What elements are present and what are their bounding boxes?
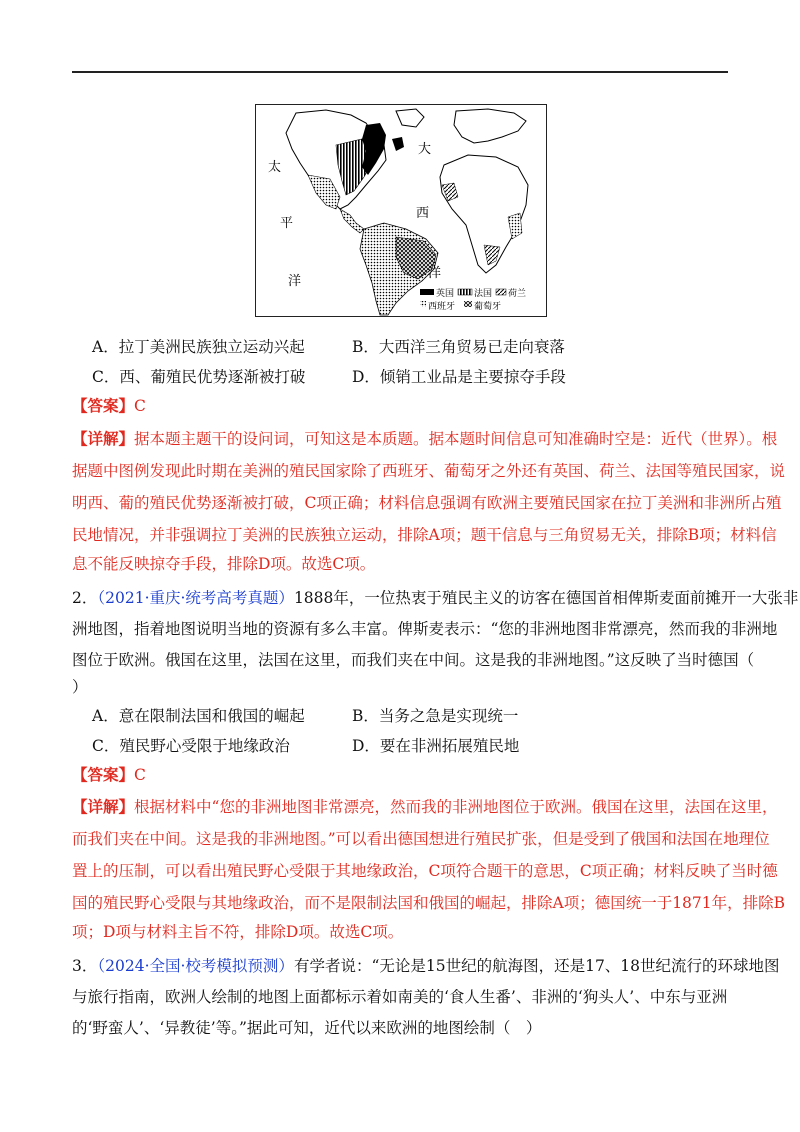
africa-landmass bbox=[440, 155, 528, 273]
q1-detail-line-1 bbox=[72, 429, 778, 449]
q1-detail-line-2: 据题中图例发现此时期在美洲的殖民国家除了西班牙、葡萄牙之外还有英国、荷兰、法国等殖民国家，说 bbox=[72, 462, 786, 480]
q1-option-d: D．倾销工业品是主要掠夺手段 bbox=[352, 368, 566, 386]
map-label-da: 大 bbox=[418, 142, 432, 157]
q2-stem-line-2: 洲地图，指着地图说明当地的资源有多么丰富。俾斯麦表示：“您的非洲地图非常漂亮，然而我的非洲地 bbox=[72, 620, 778, 638]
q2-detail-text-1: 根据材料中“您的非洲地图非常漂亮，然而我的非洲地图位于欧洲。俄国在这里，法国在这里， bbox=[134, 798, 778, 816]
q1-detail-line-5: 息不能反映掠夺手段，排除D项。故选C项。 bbox=[72, 555, 376, 573]
q1-detail-line-3: 明西、葡的殖民优势逐渐被打破，C项正确；材料信息强调有欧洲主要殖民国家在拉丁美洲和非洲所占殖 bbox=[72, 494, 782, 512]
legend-label-britain: 英国 bbox=[436, 289, 455, 299]
map-label-yang-atlantic: 洋 bbox=[428, 266, 442, 281]
q1-answer-value: C bbox=[134, 397, 146, 415]
map-label-yang-pacific: 洋 bbox=[288, 274, 302, 289]
q2-answer bbox=[72, 765, 732, 785]
q1-detail-text-1: 据本题主题干的设问词，可知这是本质题。据本题时间信息可知准确时空是：近代（世界）。根 bbox=[134, 430, 778, 448]
legend-label-france: 法国 bbox=[474, 289, 493, 299]
q2-option-c: C．殖民野心受限于地缘政治 bbox=[92, 737, 290, 755]
header-rule bbox=[72, 71, 728, 73]
q1-answer bbox=[72, 396, 732, 416]
q2-stem-line-1 bbox=[72, 588, 799, 608]
q2-detail-line-1 bbox=[72, 797, 778, 817]
legend-label-spain: 西班牙 bbox=[428, 302, 456, 312]
q2-answer-tag: 【答案】 bbox=[72, 765, 135, 784]
colonial-map-figure bbox=[255, 104, 547, 317]
map-graphic bbox=[256, 105, 546, 316]
q3-stem-line-1 bbox=[72, 956, 780, 976]
q1-option-a: A．拉丁美洲民族独立运动兴起 bbox=[92, 338, 305, 356]
q2-stem-text-1: 1888年，一位热衷于殖民主义的访客在德国首相俾斯麦面前摊开一大张非 bbox=[293, 589, 799, 607]
map-label-tai: 太 bbox=[268, 160, 282, 175]
q2-detail-line-3: 置上的压制，可以看出殖民野心受限于其地缘政治，C项符合题干的意思，C项正确；材料反映了当时德 bbox=[72, 862, 778, 880]
q1-option-b: B．大西洋三角贸易已走向衰落 bbox=[352, 338, 565, 356]
legend-label-portugal: 葡萄牙 bbox=[474, 302, 502, 312]
q2-detail-line-4: 国的殖民野心受限与其地缘政治，而不是限制法国和俄国的崛起，排除A项；德国统一于1871年，排除B bbox=[72, 894, 786, 912]
central-america bbox=[340, 209, 364, 233]
q1-answer-tag: 【答案】 bbox=[72, 396, 135, 415]
map-label-xi: 西 bbox=[416, 206, 430, 221]
q1-option-c: C．西、葡殖民优势逐渐被打破 bbox=[92, 368, 306, 386]
q2-detail-line-2: 而我们夹在中间。这是我的非洲地图。”可以看出德国想进行殖民扩张，但是受到了俄国和法国在地理位 bbox=[72, 830, 770, 848]
q3-source: （2024·全国·校考模拟预测） bbox=[97, 957, 294, 975]
q2-stem-line-3: 图位于欧洲。俄国在这里，法国在这里，而我们夹在中间。这是我的非洲地图。”这反映了当时德国（ bbox=[72, 651, 755, 669]
q1-detail-tag: 【详解】 bbox=[72, 429, 135, 448]
legend-label-netherlands: 荷兰 bbox=[508, 289, 527, 299]
q2-option-d: D．要在非洲拓展殖民地 bbox=[352, 737, 520, 755]
q3-number: 3． bbox=[72, 957, 98, 975]
europe-landmass bbox=[454, 109, 526, 143]
q2-answer-value: C bbox=[134, 766, 146, 784]
q1-detail-line-4: 民地情况，并非强调拉丁美洲的民族独立运动，排除A项；题干信息与三角贸易无关，排除B项；材料信 bbox=[72, 526, 777, 544]
q3-stem-line-3: 的‘野蛮人’、‘异教徒’等。”据此可知，近代以来欧洲的地图绘制（ ） bbox=[72, 1019, 542, 1037]
q2-option-a: A．意在限制法国和俄国的崛起 bbox=[92, 707, 305, 725]
q3-stem-text-1: 有学者说：“无论是15世纪的航海图，还是17、18世纪流行的环球地图 bbox=[293, 957, 780, 975]
q2-source: （2021·重庆·统考高考真题） bbox=[97, 589, 294, 607]
q3-stem-line-2: 与旅行指南，欧洲人绘制的地图上面都标示着如南美的‘食人生番’、非洲的‘狗头人’、中东与亚洲 bbox=[72, 988, 728, 1006]
q2-number: 2． bbox=[72, 589, 98, 607]
q2-detail-line-5: 项；D项与材料主旨不符，排除D项。故选C项。 bbox=[72, 923, 404, 941]
q2-option-b: B．当务之急是实现统一 bbox=[352, 707, 519, 725]
map-label-ping: 平 bbox=[280, 216, 294, 231]
english-colony-area-2 bbox=[392, 137, 404, 151]
q2-detail-tag: 【详解】 bbox=[72, 797, 135, 816]
map-legend bbox=[420, 287, 526, 312]
greenland-landmass bbox=[396, 109, 424, 127]
q2-stem-line-4: ） bbox=[72, 678, 88, 696]
